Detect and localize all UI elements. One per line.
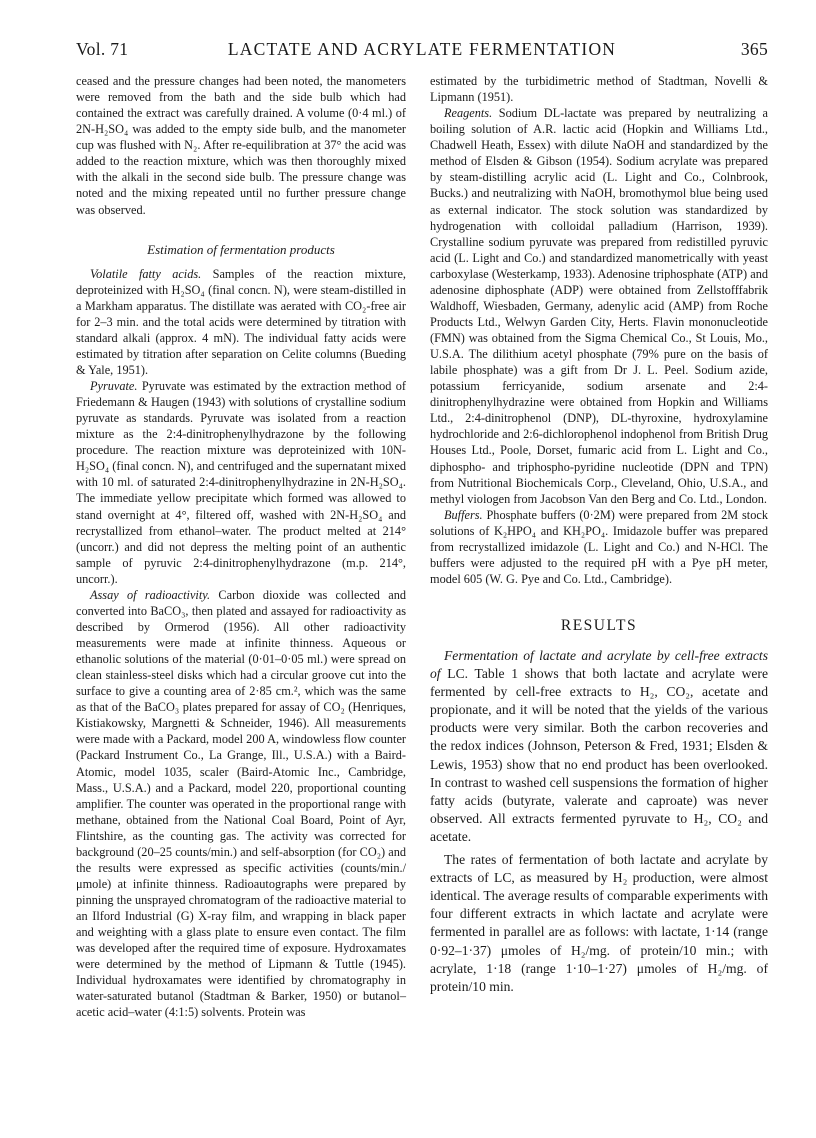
page-number: 365 xyxy=(740,39,768,59)
run-in-heading: Pyruvate. xyxy=(90,379,138,393)
paragraph-text: Carbon dioxide was collected and converted into BaCO₃, then plated and assayed for radioactivity as described by Ormerod (1956). All other radioactivity measurements were made at infinite thinness. Aqueous or ethanolic solutions of the material (0·01–0·05 ml.) were spread on clean stainless-steel disks which had a circular groove cut into the surface to give a counting area of 2·85 cm.², which was the same as that of the BaCO₃ plates prepared for assay of CO₂ (Henriques, Kistiakowsky, Margnetti & Schneider, 1946). All measurements were made with a Packard, model 200 A, windowless flow counter (Packard Instrument Co., La Grange, Ill., U.S.A.) with a Baird-Atomic, model 1035, scaler (Baird-Atomic Inc., Cambridge, Mass., U.S.A.) and a Packard, model 220, proportional counting amplifier. The counter was operated in the proportional range with methane, obtained from the National Coal Board, Point of Ayr, Flintshire, as the counting gas. The activity was corrected for background (20–25 counts/min.) and self-absorption (for CO₂) and the results were expressed as specific activities (counts/min./μmole) at infinite thinness. Radioautographs were prepared by pinning the unsprayed chromatogram of the radioactive material to an Ilford Industrial (G) X-ray film, and wrapping in black paper and weighting with a glass plate to ensure even contact. The film was developed after the required time of exposure. Hydroxamates were determined by the method of Lipmann & Tuttle (1945). Individual hydroxamates were identified by chromatography in water-saturated butanol (Stadtman & Barker, 1950) or butanol–acetic acid–water (4:1:5) solvents. Protein was xyxy=(76,587,406,1020)
run-in-heading: Volatile fatty acids. xyxy=(90,266,202,281)
run-in-heading: Reagents. xyxy=(444,106,493,121)
results-body xyxy=(430,647,768,996)
volume-label: Vol. 71 xyxy=(76,39,129,59)
run-in-heading: Assay of radioactivity. xyxy=(90,587,211,602)
run-in-heading: Buffers. xyxy=(444,507,483,522)
paragraph-fermentation xyxy=(430,647,768,846)
section-heading-estimation: Estimation of fermentation products xyxy=(147,241,335,257)
paragraph-rates: The rates of fermentation of both lactate and acrylate by extracts of LC, as measured by H₂ production, were almost identical. The average results of comparable experiments with four different extracts in which lactate and acrylate were fermented in parallel are as follows: with lactate, 1·14 (range 0·92–1·37) μmoles of H₂/mg. of protein/10 min.; with acrylate, 1·18 (range 1·10–1·27) μmoles of H₂/mg. of protein/10 min. xyxy=(430,852,768,994)
paragraph-text: Sodium DL-lactate was prepared by neutralizing a boiling solution of A.R. lactic acid (Hopkin and Williams Ltd., Chadwell Heath, Essex) with dilute NaOH and standardized by the method of Elsden & Gibson (1954). Sodium acrylate was prepared by steam-distilling acrylic acid (L. Light and Co., Colnbrook, Bucks.) and neutralizing with NaOH, bromothymol blue being used as external indicator. The stock solution was standardized by hydrogenation with colloidal palladium (Harrison, 1939). Crystalline sodium pyruvate was prepared from redistilled pyruvic acid (L. Light and Co.) and standardized manometrically with yeast carboxylase (Westerkamp, 1933). Adenosine triphosphate (ATP) and adenosine diphosphate (ADP) were obtained from Zellstofffabrik Waldhoff, Wiesbaden, Germany, adenylic acid (AMP) from Roche Products Ltd., Welwyn Garden City, Herts. Flavin mononucleotide (FMN) was obtained from the Sigma Chemical Co., St Louis, Mo., U.S.A. The dilithium acetyl phosphate (79% pure on the basis of labile phosphate) was a gift from Dr J. L. Peel. Sodium azide, potassium ferricyanide, sodium arsenate and 2:4-dinitrophenylhydrazine were obtained from Hopkin and Williams Ltd., 2:4-dinitrophenol (DNP), DL-thyroxine, hydroxylamine hydrochloride and 2:6-dichlorophenol indophenol from British Drug Houses Ltd., Poole, Dorset, fumaric acid from L. Light and Co., diphospho- and triphospho-pyridine nucleotide (DPN and TPN) from Nutritional Biochemicals Corp., Cleveland, Ohio, U.S.A., and methyl viologen from Jacobson Van den Berg and Co. Ltd., London. xyxy=(430,106,769,506)
paragraph-pyruvate xyxy=(76,378,406,587)
running-header xyxy=(76,39,768,63)
paragraph-text: Table 1 shows that both lactate and acrylate were fermented by cell-free extracts to H₂, CO₂, acetate and propionate, and it will be noted that the yields of the various products were very similar. Both the carbon recoveries and the redox indices (Johnson, Peterson & Fred, 1931; Elsden & Lewis, 1953) show that no end product has been overlooked. In contrast to washed cell suspensions the formation of higher fatty acids (butyrate, valerate and caproate) was never observed. All extracts fermented pyruvate to H₂, CO₂ and acetate. xyxy=(430,666,768,844)
organism-label: LC. xyxy=(447,666,469,682)
intro-paragraph: ceased and the pressure changes had been noted, the manometers were removed from the bath and the side bulb which had contained the extract was carefully drained. A volume (0·4 ml.) of 2N-H₂SO₄ was added to the empty side bulb, and the manometer cup was flushed with N₂. After re-equilibration at 37° the acid was added to the reaction mixture, which was then thoroughly mixed with the alkali in the second side bulb. The pressure change was noted and the mixing repeated until no further pressure change was observed. xyxy=(76,74,406,217)
paragraph-buffers xyxy=(430,507,768,587)
paragraph-text: Phosphate buffers (0·2M) were prepared from 2M stock solutions of K₂HPO₄ and KH₂PO₄. Imidazole buffer was prepared from recrystallized imidazole (L. Light and Co.) and N-HCl. The buffers were adjusted to the required pH with a Pye pH meter, model 605 (W. G. Pye and Co. Ltd., Cambridge). xyxy=(430,507,768,586)
paragraph-volatile-fatty-acids xyxy=(76,266,406,378)
paragraph-radioactivity xyxy=(76,587,406,1021)
results-heading: RESULTS xyxy=(560,617,638,634)
continued-paragraph: estimated by the turbidimetric method of Stadtman, Novelli & Lipmann (1951). xyxy=(430,74,768,105)
paragraph-text: Pyruvate was estimated by the extraction method of Friedemann & Haugen (1943) with solutions of crystalline sodium pyruvate as standards. Pyruvate was isolated from a reaction mixture as the 2:4-dinitrophenylhydrazone by the following procedure. The reaction mixture was deproteinized with 10N-H₂SO₄ (final concn. N), and centrifuged and the supernatant mixed with 10 ml. of saturated 2:4-dinitrophenylhydrazine in 2N-H₂SO₄. The immediate yellow precipitate which formed was allowed to stand overnight at 4°, filtered off, washed with 2N-H₂SO₄ and recrystallized from ethanol–water. The product melted at 214° (uncorr.) and did not depress the melting point of an authentic sample of pyruvic 2:4-dinitrophenylhydrazone (m.p. 214°, uncorr.). xyxy=(76,379,406,586)
right-column xyxy=(430,73,768,996)
run-in-heading: Fermentation of lactate and acrylate by cell-free extracts of xyxy=(430,648,768,682)
paragraph-reagents xyxy=(430,105,768,507)
left-column xyxy=(76,73,406,1021)
running-title: LACTATE AND ACRYLATE FERMENTATION xyxy=(227,39,617,59)
paragraph-text: Samples of the reaction mixture, deproteinized with H₂SO₄ (final concn. N), were steam-distilled in a Markham apparatus. The distillate was aerated with CO₂-free air for 2–3 min. and the total acids were determined by titration with standard alkali (approx. 4 mN). The individual fatty acids were estimated by titration after separation on Celite columns (Bueding & Yale, 1951). xyxy=(76,266,407,377)
